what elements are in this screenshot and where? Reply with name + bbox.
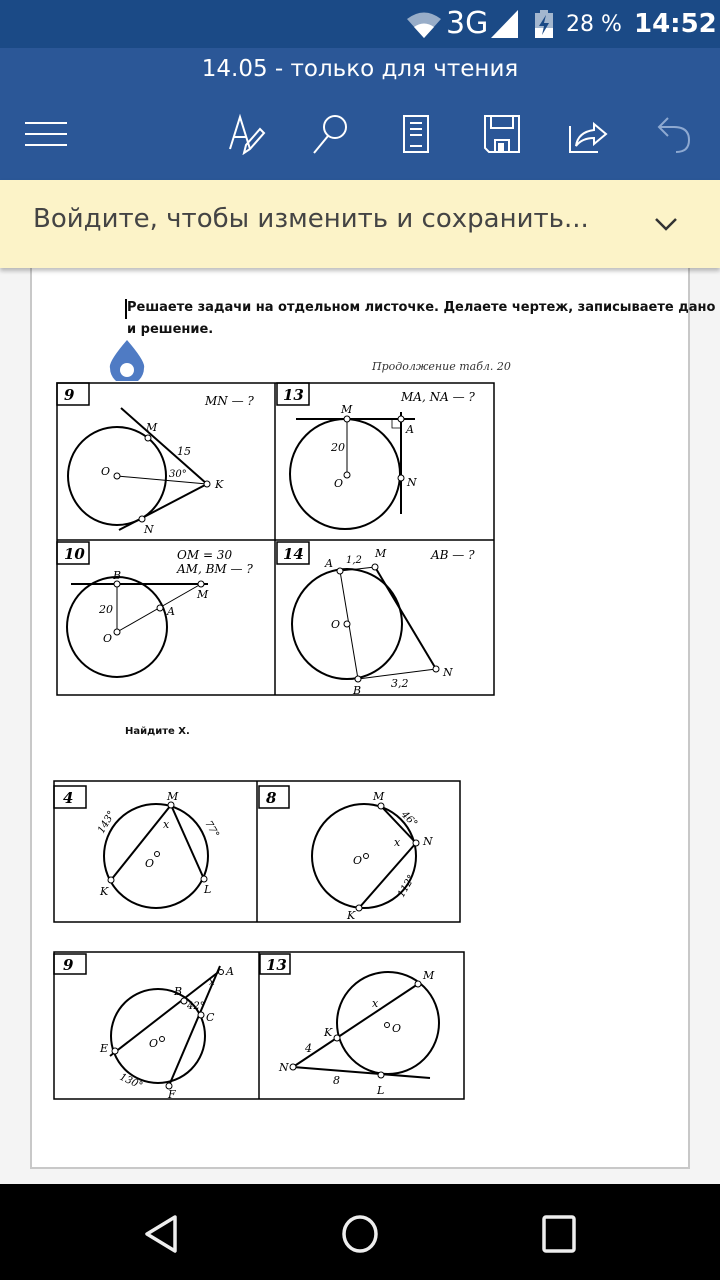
search-icon xyxy=(310,113,350,155)
point-label: A xyxy=(226,965,234,978)
navigation-bar xyxy=(0,1184,720,1280)
problem-13-secant-tangent xyxy=(290,972,439,1078)
length-label: 20 xyxy=(331,441,345,454)
point-label: N xyxy=(443,666,453,679)
point-label: K xyxy=(324,1026,333,1039)
arc-label: 130° xyxy=(117,1071,145,1092)
share-button[interactable] xyxy=(566,110,610,158)
point-label: A xyxy=(325,557,333,570)
arc-label: 46° xyxy=(398,809,420,830)
point-label: M xyxy=(146,421,158,434)
problem-10-tangent xyxy=(67,577,208,677)
battery-percent: 28 % xyxy=(566,12,622,37)
undo-icon xyxy=(656,114,692,154)
point-label: O xyxy=(149,1037,159,1050)
point-label: M xyxy=(373,790,385,803)
unknown-label: x xyxy=(394,836,401,849)
figure-group-2a xyxy=(53,780,462,924)
menu-button[interactable] xyxy=(24,110,68,158)
problem-number: 13 xyxy=(283,386,304,404)
point-label: O xyxy=(103,632,113,645)
problem-question: OM = 30 xyxy=(177,548,233,562)
unknown-label: x xyxy=(372,997,379,1010)
point-label: E xyxy=(100,1042,109,1055)
point-label: A xyxy=(406,423,414,436)
mobile-view-icon xyxy=(402,115,430,153)
find-x-heading: Найдите X. xyxy=(125,726,190,737)
point-label: M xyxy=(197,588,209,601)
point-label: M xyxy=(375,547,387,560)
point-label: O xyxy=(145,857,155,870)
unknown-label: x xyxy=(209,977,215,988)
point-label: N xyxy=(407,476,417,489)
battery-charging-icon xyxy=(535,10,553,38)
recents-icon[interactable] xyxy=(541,1214,577,1254)
length-label: 3,2 xyxy=(391,677,409,690)
document-title: 14.05 - только для чтения xyxy=(201,56,519,82)
point-label: M xyxy=(167,790,179,803)
home-icon[interactable] xyxy=(340,1214,380,1254)
text-pen-icon xyxy=(226,113,266,155)
angle-label: 30° xyxy=(169,469,187,480)
intro-line-2: и решение. xyxy=(127,322,214,337)
sign-in-banner[interactable] xyxy=(0,180,720,268)
problem-9-secants xyxy=(110,966,224,1089)
status-bar xyxy=(0,0,720,48)
point-label: N xyxy=(144,523,154,536)
back-icon[interactable] xyxy=(143,1214,179,1254)
sign-in-message: Войдите, чтобы изменить и сохранить... xyxy=(33,204,589,234)
point-label: C xyxy=(206,1011,215,1024)
point-label: A xyxy=(167,605,175,618)
unknown-label: x xyxy=(163,818,170,831)
selection-handle-icon[interactable] xyxy=(108,340,146,386)
problem-question: MN — ? xyxy=(205,394,254,408)
length-label: 1,2 xyxy=(346,555,362,566)
problem-number: 9 xyxy=(63,956,74,974)
point-label: M xyxy=(341,403,353,416)
hamburger-icon xyxy=(25,120,67,148)
wifi-icon xyxy=(407,12,441,38)
point-label: F xyxy=(168,1088,176,1101)
figure-group-2b xyxy=(53,951,466,1101)
problem-question: AB — ? xyxy=(431,548,475,562)
length-label: 4 xyxy=(305,1042,312,1055)
problem-question: AM, BM — ? xyxy=(177,562,253,576)
arc-label: 77° xyxy=(202,819,221,840)
mobile-view-button[interactable] xyxy=(394,110,438,158)
point-label: B xyxy=(353,684,362,697)
problem-number: 13 xyxy=(266,956,287,974)
point-label: N xyxy=(279,1061,289,1074)
point-label: O xyxy=(353,854,363,867)
length-label: 15 xyxy=(177,445,191,458)
point-label: O xyxy=(392,1022,402,1035)
network-type: 3G xyxy=(446,6,489,41)
problem-13-tangents xyxy=(290,412,415,529)
point-label: N xyxy=(423,835,433,848)
problem-number: 4 xyxy=(63,789,74,807)
problem-14-diameter xyxy=(292,564,439,682)
problem-number: 14 xyxy=(283,545,304,563)
app-bar xyxy=(0,48,720,180)
point-label: B xyxy=(174,985,183,998)
table-caption: Продолжение табл. 20 xyxy=(372,360,511,373)
problem-number: 8 xyxy=(266,789,277,807)
angle-label: 42° xyxy=(187,1001,205,1012)
point-label: K xyxy=(347,909,356,922)
point-label: O xyxy=(331,618,341,631)
save-icon xyxy=(483,115,521,153)
problem-number: 10 xyxy=(64,545,85,563)
chevron-down-icon[interactable] xyxy=(654,216,678,232)
share-icon xyxy=(568,114,608,154)
point-label: K xyxy=(100,885,109,898)
undo-button[interactable] xyxy=(652,110,696,158)
format-button[interactable] xyxy=(224,110,268,158)
length-label: 8 xyxy=(333,1074,340,1087)
point-label: O xyxy=(334,477,344,490)
point-label: L xyxy=(204,883,212,896)
problem-question: MA, NA — ? xyxy=(401,390,475,404)
point-label: O xyxy=(101,465,111,478)
length-label: 20 xyxy=(99,603,113,616)
arc-label: 112° xyxy=(396,873,418,900)
point-label: M xyxy=(423,969,435,982)
problem-number: 9 xyxy=(64,386,75,404)
problem-4-inscribed-angle xyxy=(104,802,208,908)
figure-group-1 xyxy=(55,381,498,697)
problem-9-tangents xyxy=(68,408,210,530)
search-button[interactable] xyxy=(308,110,352,158)
point-label: L xyxy=(377,1084,385,1097)
point-label: K xyxy=(215,478,224,491)
arc-label: 143° xyxy=(96,809,118,836)
point-label: B xyxy=(113,569,122,582)
cell-signal-icon xyxy=(491,10,518,38)
intro-line-1: Решаете задачи на отдельном листочке. Делаете чертеж, записываете дано xyxy=(127,300,716,315)
clock: 14:52 xyxy=(634,9,717,39)
save-button[interactable] xyxy=(480,110,524,158)
